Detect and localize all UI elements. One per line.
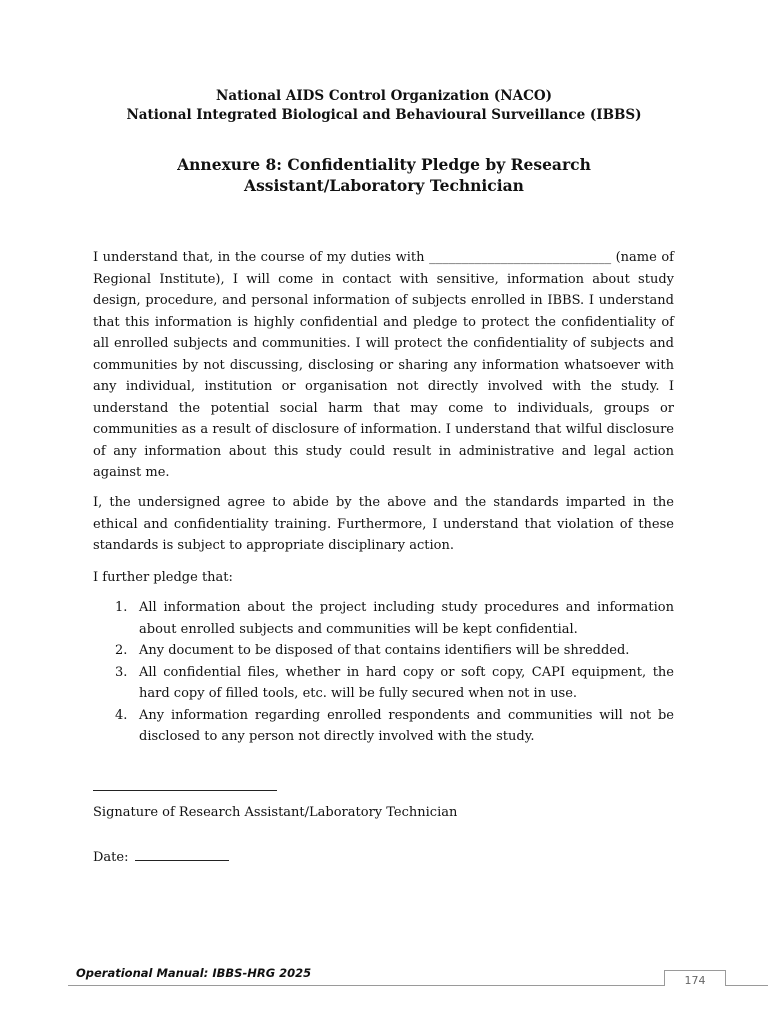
list-item-text: Any information regarding enrolled respondents and communities will not be disclosed to any person not directly involved with the study. (139, 707, 674, 744)
pledge-intro: I further pledge that: (93, 570, 233, 585)
date-label: Date: (93, 850, 129, 865)
list-item-text: Any document to be disposed of that contains identifiers will be shredded. (139, 643, 630, 658)
date-blank-line (135, 846, 229, 861)
list-item-number: 4. (115, 707, 128, 723)
header-organization: National AIDS Control Organization (NACO) (216, 88, 552, 104)
signature-label: Signature of Research Assistant/Laboratory Technician (93, 805, 458, 820)
signature-line (93, 790, 277, 791)
pledge-paragraph-2: I, the undersigned agree to abide by the above and the standards imparted in the ethical and confidentiality training. Furthermore, I understand that violation of these standards is subject to appropriate disciplinary action. (93, 495, 674, 553)
list-item-text: All confidential files, whether in hard copy or soft copy, CAPI equipment, the hard copy of filled tools, etc. will be fully secured when not in use. (139, 664, 674, 701)
pledge-paragraph-1: I understand that, in the course of my duties with ____________________________ (name of Regional Institute), I will come in contact with sensitive, information about study design, procedure, and personal information of subjects enrolled in IBBS. I understand that this information is highly confidential and pledge to protect the confidentiality of all enrolled subjects and communities. I will protect the confidentiality of subjects and communities by not discussing, disclosing or sharing any information whatsoever with any individual, institution or organisation not directly involved with the study. I understand the potential social harm that may come to individuals, groups or communities as a result of disclosure of information. I understand that wilful disclosure of any information about this study could result in administrative and legal action against me. (93, 250, 674, 480)
page-number: 174 (664, 970, 726, 986)
list-item (93, 705, 674, 748)
list-item (93, 597, 674, 640)
footer-manual-title: Operational Manual: IBBS-HRG 2025 (76, 966, 312, 980)
list-item-text: All information about the project including study procedures and information about enrolled subjects and communities will be kept confidential. (139, 600, 674, 637)
header-surveillance: National Integrated Biological and Behavioural Surveillance (IBBS) (126, 107, 642, 123)
list-item (93, 640, 674, 662)
list-item-number: 2. (115, 643, 128, 658)
annexure-title: Annexure 8: Confidentiality Pledge by Research Assistant/Laboratory Technician (177, 155, 591, 195)
list-item-number: 1. (115, 600, 128, 615)
pledge-list (93, 597, 674, 748)
date-row (93, 846, 229, 868)
list-item-number: 3. (115, 664, 128, 680)
list-item (93, 662, 674, 705)
footer-divider (68, 985, 768, 986)
document-header (0, 87, 768, 125)
